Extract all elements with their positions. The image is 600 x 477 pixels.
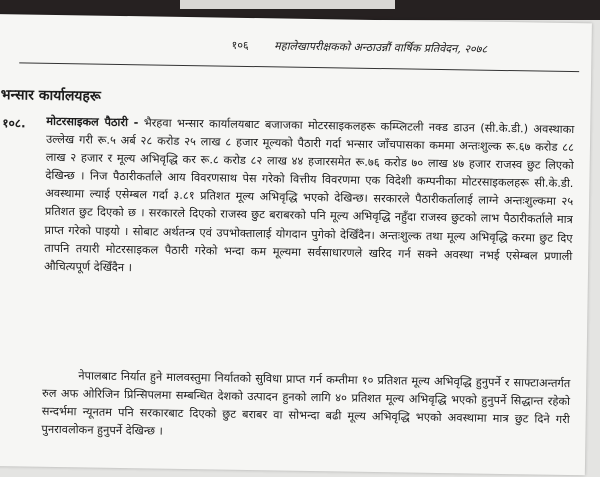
paragraph-motorcycle-import (44, 113, 574, 284)
section-heading: भन्सार कार्यालयहरू (0, 87, 101, 105)
paragraph-body: भैरहवा भन्सार कार्यालयबाट बजाजका मोटरसाइकलहरू कम्प्लिटली नक्ड डाउन (सी.के.डी.) अवस्थाका उल्लेख गरी रू.५ अर्ब २८ करोड २५ लाख ८ हजार मूल्यको पैठारी गर्दा भन्सार जाँचपासका कममा अन्तःशुल्क रू.६७ करोड ८८ लाख २ हजार र मूल्य अभिवृद्धि कर रू.८ करोड ८२ लाख ४४ हजारसमेत रू.७६ करोड ७० लाख ४७ हजार राजस्व छुट लिएको देखिन्छ । निज पैठारीकर्तालेे आय विवरणसाथ पेस गरेको वित्तीय विवरणमा एक विदेशी कम्पनीका मोटरसाइकलहरू सी.के.डी. अवस्थामा ल्याई एसेम्बल गर्दा ३.८१ प्रतिशत मूल्य अभिवृद्धि भएको देखिन्छ। सरकारले पैठारीकर्तालाई लाग्ने अन्तःशुल्कमा २५ प्रतिशत छुट दिएको छ । सरकारले दिएको राजस्व छुट बराबरको पनि मूल्य अभिवृद्धि नहुँदा राजस्व छुटको लाभ पैठारीकर्तालेे मात्र प्राप्त गरेको पाइयो । सोबाट अर्थतन्त्र एवं उपभोक्तालाई योगदान पुगेको देखिँदैन। अन्तःशुल्क तथा मूल्य अभिवृद्धि करमा छुट दिए तापनि तयारी मोटरसाइकल पैठारी गरेको भन्दा कम मूल्यमा सर्वसाधारणले खरिद गर्न सक्ने अवस्था नभई एसेम्बल प्रणाली औचित्यपूर्ण देखिँदैन । (43, 116, 575, 274)
header-rule (19, 62, 579, 72)
page-number: १०६ (231, 38, 249, 52)
document-page (0, 14, 592, 475)
paragraph-lead: मोटरसाइकल पैठारी - (46, 114, 139, 130)
background-notch (180, 0, 395, 9)
paragraph-number: १०८. (2, 116, 26, 131)
report-title: महालेखापरीक्षकको अन्ठाउन्नौं वार्षिक प्रतिवेदन, २०७८ (274, 39, 488, 56)
running-header (231, 38, 571, 58)
paragraph-export-value-addition: नेपालबाट निर्यात हुने मालवस्तुमा निर्यातको सुविधा प्राप्त गर्न कम्तीमा १० प्रतिशत मूल्य अभिवृद्धि हुनुपर्ने र साफ्टाअन्तर्गत रुल अफ ओरिजिन प्रिन्सिपलमा सम्बन्धित देशको उत्पादन हुनको लागि ४० प्रतिशत मूल्य अभिवृद्धि भएको हुनुपर्ने सिद्धान्त रहेको सन्दर्भमा न्यूनतम पनि सरकारबाट दिएको छुट बराबर वा सोभन्दा बढी मूल्य अभिवृद्धि भएको अवस्थामा मात्र छुट दिने गरी पुनरावलोकन हुनुपर्ने देखिन्छ । (41, 369, 571, 438)
